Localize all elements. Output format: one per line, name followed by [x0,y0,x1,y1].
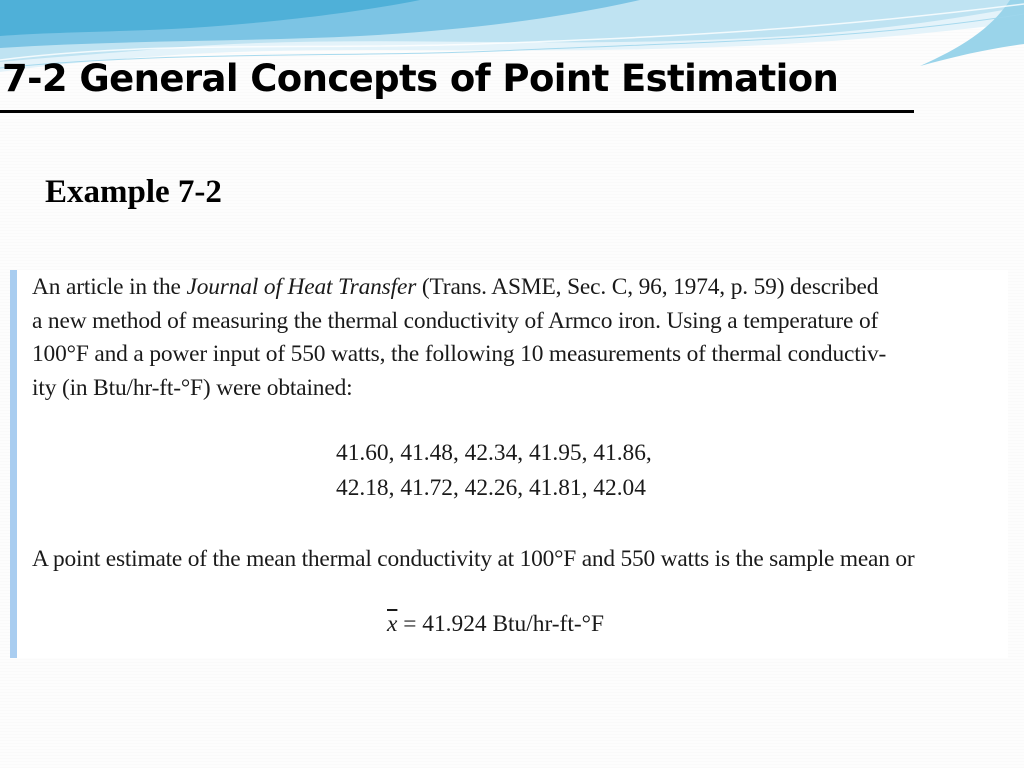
title-underline [0,110,914,113]
article-line-3: 100°F and a power input of 550 watts, the following 10 measurements of thermal conductiv- [32,341,887,367]
article-line-1-pre: An article in the [32,274,187,300]
measurements-row-2: 42.18, 41.72, 42.26, 41.81, 42.04 [336,475,646,501]
article-line-4: ity (in Btu/hr-ft-°F) were obtained: [32,374,353,401]
point-estimate-text: A point estimate of the mean thermal conductivity at 100°F and 550 watts is the sample mean or [32,546,915,572]
measurements-list [336,436,652,506]
sample-mean-symbol: $\overline{x}$ [387,611,398,637]
measurements-row-1: 41.60, 41.48, 42.34, 41.95, 41.86, [336,440,652,466]
article-line-1 [32,271,1002,305]
sample-mean-value: 41.924 Btu/hr-ft-°F [422,611,604,637]
example-label: Example 7-2 [45,174,222,210]
article-paragraph [32,271,1002,405]
equals-sign: = [397,611,423,637]
article-line-1-post: (Trans. ASME, Sec. C, 96, 1974, p. 59) described [416,274,879,300]
slide-title: 7-2 General Concepts of Point Estimation [2,57,839,100]
journal-name: Journal of Heat Transfer [186,274,417,300]
sample-mean-formula [387,609,604,639]
article-line-2: a new method of measuring the thermal conductivity of Armco iron. Using a temperature of [32,307,879,334]
